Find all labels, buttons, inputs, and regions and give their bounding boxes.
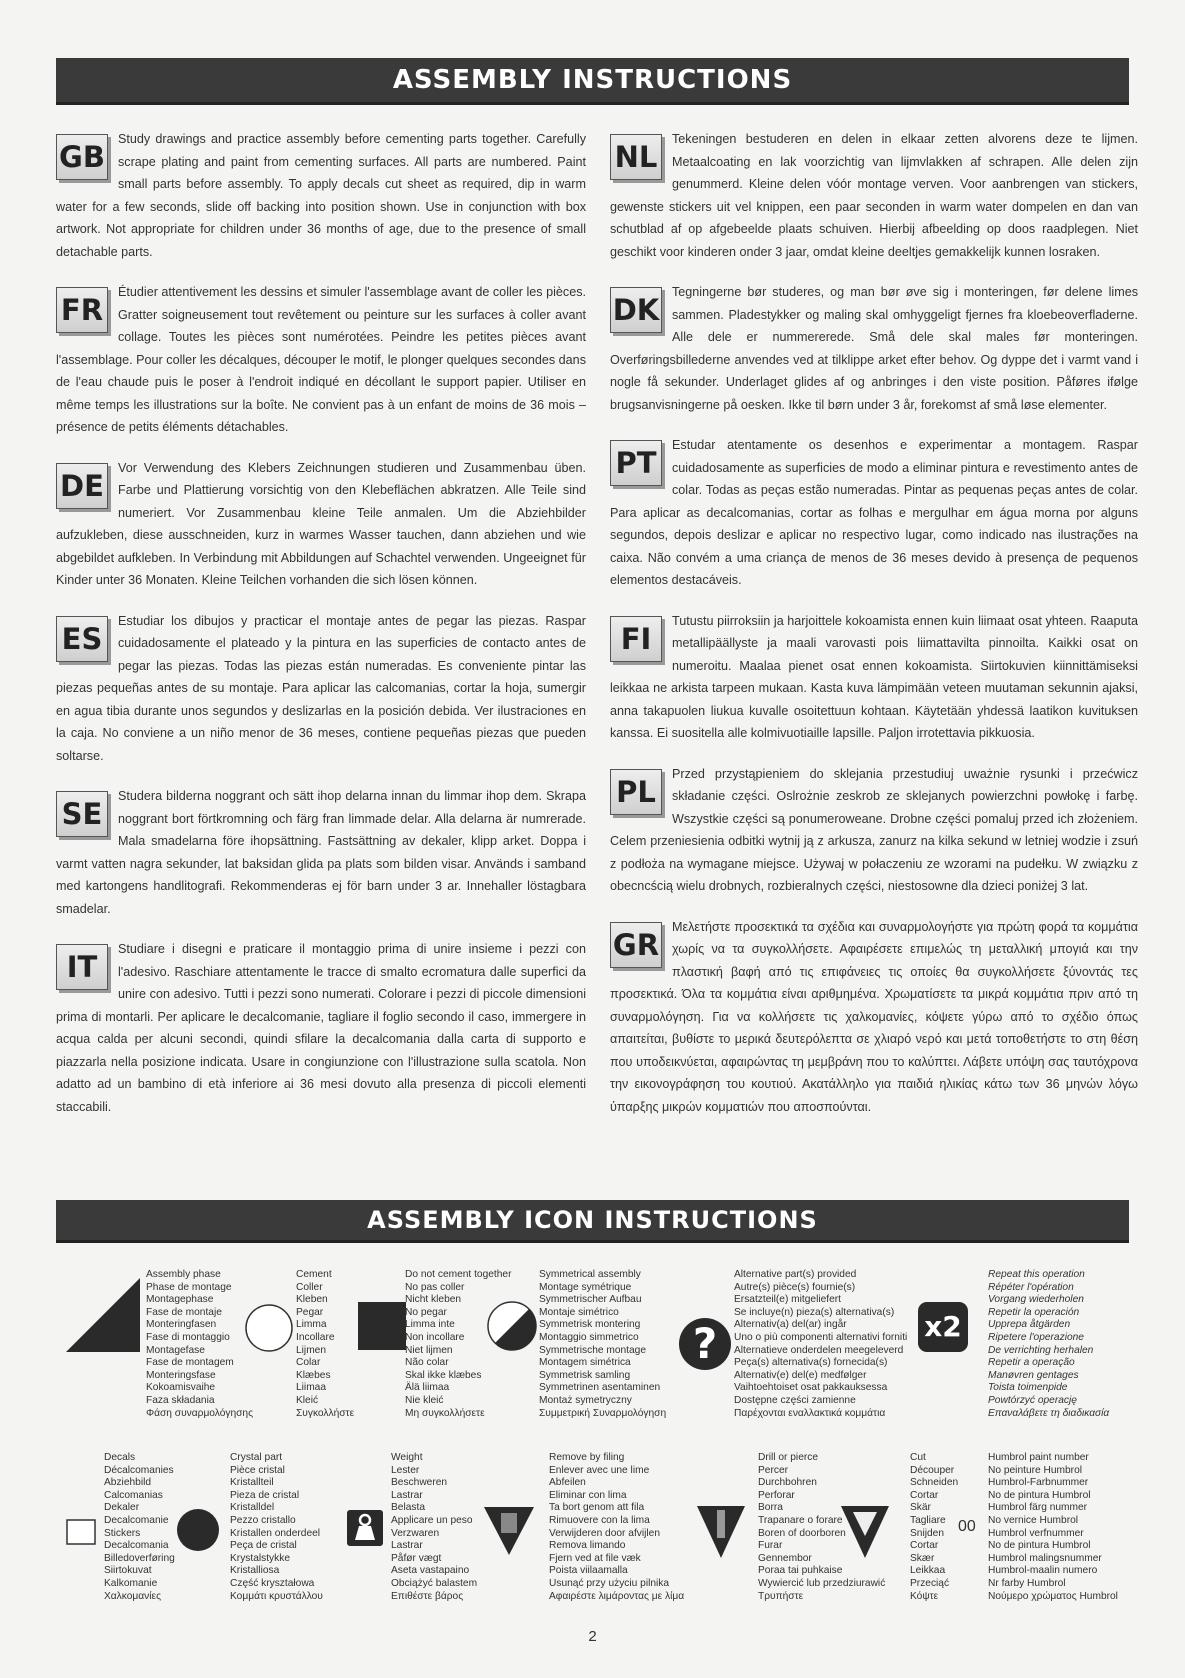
section-se xyxy=(56,785,586,920)
legend-line: Kristalliosa xyxy=(230,1565,280,1577)
filing-icon xyxy=(484,1507,534,1555)
section-text: Studera bilderna noggrant och sätt ihop delarna innan du limmar ihop dem. Skrapa noggrant bort förtkromning och färg fran limmade delar. Alla delarna är numrerade. Mala smadelarna före ihopsättning. Fastsättning av dekaler, klipp arket. Doppa i varmt vatten nagra sekunder, lat baksidan glida pa plats som bilden visar. Används i samband med kartongens handlitografi. Rekommenderas ej för barn under 3 ar. Innehaller löstagbara smadelar. xyxy=(56,789,586,916)
legend-line: Kleić xyxy=(296,1394,319,1406)
legend-line: Alternatieve onderdelen meegeleverd xyxy=(734,1344,904,1356)
legend-line: Découper xyxy=(910,1464,955,1476)
legend-crystal xyxy=(230,1452,323,1603)
legend-line: Repeat this operation xyxy=(988,1269,1085,1280)
legend-line: Decals xyxy=(104,1452,136,1463)
section-text: Tutustu piirroksiin ja harjoittele kokoamista ennen kuin liimaat osat yhteen. Raaputa metallipäällyste ja maali varovasti pois liimattavilta pinnoilta. Kaikki osat on numeroitu. Maalaa pienet osat ennen kokoamista. Siirtokuvien kiinnittämiseksi leikkaa ne arkista tarpeen mukaan. Kasta kuva lämpimään veteen muutaman sekunnin ajaksi, anna takapuolen liukua kuvalle osoitettuun kohtaan. Käytetään yhdessä laatikon kuvituksen kanssa. Ei suositella alle kolmivuotiaille lapsille. Paljon irrotettavia pikkuosia. xyxy=(610,613,1138,740)
legend-line: Kokoamisvaihe xyxy=(146,1382,216,1394)
legend-line: Vaihtoehtoiset osat pakkauksessa xyxy=(734,1382,888,1394)
legend-line: Beschweren xyxy=(391,1477,448,1489)
legend-line: Wywiercić lub przedziurawić xyxy=(758,1577,886,1589)
legend-line: Montaż symetryczny xyxy=(539,1394,632,1406)
section-text: Study drawings and practice assembly before cementing parts together. Carefully scrape plating and paint from cementing surfaces. All parts are numbered. Paint small parts before assembly. To apply decals cut sheet as required, dip in warm water for a few seconds, slide off backing into position shown. Use in conjunction with box artwork. Not appropriate for children under 36 months of age, due to the presence of small detachable parts. xyxy=(56,132,586,259)
legend-line: Pieza de cristal xyxy=(230,1489,300,1501)
legend-line: Επιθέστε βάρος xyxy=(391,1590,464,1602)
legend-line: Verzwaren xyxy=(391,1527,440,1539)
language-code-badge: DE xyxy=(56,463,108,509)
language-code-badge: ES xyxy=(56,616,108,662)
language-code-badge: SE xyxy=(56,791,108,837)
legend-line: Humbrol färg nummer xyxy=(988,1502,1088,1514)
legend-line: Weight xyxy=(391,1452,423,1463)
legend-line: Limma xyxy=(296,1319,327,1331)
assembly-phase-icon xyxy=(66,1278,140,1352)
legend-line: Répéter l'opération xyxy=(988,1281,1074,1293)
section-it xyxy=(56,938,586,1118)
legend-line: Verwijderen door afvijlen xyxy=(549,1527,660,1539)
legend-line: Upprepa åtgärden xyxy=(988,1319,1071,1331)
legend-line: Fase di montaggio xyxy=(146,1331,230,1343)
legend-line: Humbrol malingsnummer xyxy=(988,1552,1102,1564)
legend-line: Klæbes xyxy=(296,1369,331,1381)
legend-line: Humbrol-Farbnummer xyxy=(988,1477,1089,1489)
section-dk xyxy=(610,281,1138,416)
legend-line: Rimuovere con la lima xyxy=(549,1514,650,1526)
legend-line: Fase de montaje xyxy=(146,1306,222,1318)
legend-line: Krystalstykke xyxy=(230,1552,291,1564)
legend-line: Não colar xyxy=(405,1357,449,1369)
repeat-x2-badge: x2 xyxy=(918,1302,968,1352)
legend-line: Symmetrische montage xyxy=(539,1344,647,1356)
legend-line: Nie kleić xyxy=(405,1394,444,1406)
legend-line: Montagephase xyxy=(146,1294,214,1306)
legend-line: Pièce cristal xyxy=(230,1464,285,1476)
legend-weight xyxy=(391,1452,477,1603)
legend-drill xyxy=(758,1452,885,1603)
legend-line: Limma inte xyxy=(405,1319,455,1331)
legend-line: Poraa tai puhkaise xyxy=(758,1565,843,1577)
legend-line: Peça de cristal xyxy=(230,1540,297,1552)
legend-line: Ersatzteil(e) mitgeliefert xyxy=(734,1294,841,1306)
legend-symmetrical xyxy=(539,1269,666,1420)
legend-line: Kalkomanie xyxy=(104,1577,158,1589)
legend-line: Kleben xyxy=(296,1294,328,1306)
legend-line: Assembly phase xyxy=(146,1269,221,1280)
section-text: Tekeningen bestuderen en delen in elkaar zetten alvorens deze te lijmen. Metaalcoating en lak voorzichtig van lijmvlakken af schrapen. Alle delen zijn genummerd. Kleine delen vóór montage verven. Voor aanbrengen van stickers, gewenste stickers uit vel knippen, een paar seconden in warm water dompelen en dan van schutblad af op afgebeelde plaats schuiven. Hierbij afbeelding op doos raadplegen. Niet geschikt voor kinderen onder 3 jaar, omdat kleine deeltjes gemakkelijk kunnen losraken. xyxy=(610,132,1138,259)
legend-line: Humbrol-maalin numero xyxy=(988,1565,1098,1577)
legend-line: Toista toimenpide xyxy=(988,1382,1068,1394)
section-text: Estudiar los dibujos y practicar el montaje antes de pegar las piezas. Raspar cuidadosamente el plateado y la pintura en las superficies de contacto antes de pegar las piezas. Todas las piezas están numeradas. Es conveniente pintar las piezas pequeñas antes de su montaje. Para aplicar las calcomanias, cortar la hoja, sumergir en agua tibia durante unos segundos y deslizarlas en la posición debida. Ver ilustraciones en la caja. No conviene a un niño menor de 36 meses, contiene pequeñas piezas que pueden soltarse. xyxy=(56,613,586,763)
section-text: Μελετήστε προσεκτικά τα σχέδια και συναρμολογήστε για πρώτη φορά τα κομμάτια χωρίς να τα συγκολλήσετε. Αφαιρέσετε επιμελώς τη μεταλλική μπογιά και την πλαστική βαφή από τις επιφάνειες τις οποίες θα συγκολλήσετε ξύνοντάς τες προσεκτικά. Όλα τα κομμάτια είναι αριθμημένα. Χρωματίσετε τα μικρά κομμάτια πριν από τη συναρμολόγηση. Για να κολλήσετε τις χαλκομανίες, κόψετε γύρω από το σχέδιο όπως απαιτείται, βυθίστε το μερικά δευτερόλεπτα σε χλιαρό νερό και μετά τοποθετήστε το στη θέση που υποδεικνύεται, αφαιρώντας τη μεμβράνη που το καλύπτει. Λάβετε υπόψη σας ταυτόχρονα την εικονογράφηση του κουτιού. Ακατάλληλο για παιδιά ηλικίας κάτω των 36 μηνών λόγω ύπαρξης μικρών κομματιών που αποσπούνται. xyxy=(610,919,1138,1114)
legend-line: Monteringfasen xyxy=(146,1319,217,1331)
legend-line: Monteringsfase xyxy=(146,1369,216,1381)
legend-line: No de pintura Humbrol xyxy=(988,1540,1091,1552)
section-text: Vor Verwendung des Klebers Zeichnungen studieren und Zusammenbau üben. Farbe und Plattierung vorsichtig von den Klebeflächen abkratzen. Alle Teile sind numeriert. Vor Zusammenbau kleine Teile anmalen. Um die Abziehbilder aufzukleben, diese ausschneiden, kurz in warmes Wasser tauchen, dann abziehen und wie abgebildet aufkleben. In Verbindung mit Abbildungen auf Schachtel verwenden. Ungeeignet für Kinder unter 36 Monaten. Kleine Teilchen vorhanden die sich lösen können. xyxy=(56,460,586,587)
legend-do-not-cement xyxy=(405,1269,511,1420)
legend-line: Niet lijmen xyxy=(405,1344,453,1356)
legend-filing xyxy=(549,1452,684,1603)
legend-line: Perforar xyxy=(758,1489,795,1501)
legend-line: Trapanare o forare xyxy=(758,1514,843,1526)
legend-line: Vorgang wiederholen xyxy=(988,1294,1084,1306)
legend-line: Repetir la operación xyxy=(988,1306,1080,1318)
legend-line: Faza składania xyxy=(146,1394,215,1406)
section-pl xyxy=(610,763,1138,898)
legend-line: Alternative part(s) provided xyxy=(734,1269,857,1280)
legend-humbrol xyxy=(988,1452,1118,1603)
legend-line: Powtórzyć operację xyxy=(988,1394,1077,1406)
legend-line: Skal ikke klæbes xyxy=(405,1369,482,1381)
section-text: Tegningerne bør studeres, og man bør øve sig i monteringen, før delene limes sammen. Pladestykker og maling skal omhyggeligt fjernes fra kloebeoverfladerne. Alle dele er nummererede. Små dele skal males før monteringen. Overføringsbillederne anvendes ved at tilklippe arket efter behov. Og dyppe det i varmt vand i nogle få sekunder. Underlaget glides af og anbringes i den viste position. Påføres ifølge brugsanvisningerne på oesken. Ikke til børn under 3 år, forekomst af små løse elementer. xyxy=(610,285,1138,412)
legend-line: Manøvren gentages xyxy=(988,1369,1079,1381)
legend-line: Nicht kleben xyxy=(405,1294,462,1306)
section-fi xyxy=(610,610,1138,745)
legend-line: Αφαιρέστε λιμάροντας με λίμα xyxy=(549,1590,685,1602)
legend-line: Furar xyxy=(758,1540,783,1552)
legend-line: Χαλκομανίες xyxy=(104,1590,161,1602)
language-code-badge: GB xyxy=(56,134,108,180)
legend-line: Συμμετρική Συναρμολόγηση xyxy=(539,1407,667,1419)
legend-line: Pegar xyxy=(296,1306,324,1318)
legend-line: Incollare xyxy=(296,1331,335,1343)
legend-line: Επαναλάβετε τη διαδικασία xyxy=(988,1407,1110,1419)
legend-line: Symmetrischer Aufbau xyxy=(539,1294,642,1306)
section-text: Étudier attentivement les dessins et simuler l'assemblage avant de coller les pièces. Gratter soigneusement tout revêtement ou peinture sur les surfaces à coller avant collage. Toutes les pièces sont numérotées. Peindre les petites pièces avant l'assemblage. Pour coller les décalques, découper le motif, le plonger quelques secondes dans de l'eau chaude puis le poser à l'endroit indiqué en décollant le support papier. Utiliser en même temps les illustrations sur la boîte. Ne convient pas à un enfant de moins de 36 mois – présence de petits éléments détachables. xyxy=(56,285,586,434)
legend-line: No peinture Humbrol xyxy=(988,1464,1082,1476)
section-gr xyxy=(610,916,1138,1119)
legend-cut xyxy=(910,1452,958,1603)
legend-line: Usunąć przy użyciu pilnika xyxy=(549,1577,670,1589)
legend-line: Cortar xyxy=(910,1489,939,1501)
legend-line: Montagem simétrica xyxy=(539,1357,631,1369)
legend-line: Siirtokuvat xyxy=(104,1565,152,1577)
legend-line: Påfør vægt xyxy=(391,1552,442,1564)
legend-line: Μη συγκολλήσετε xyxy=(405,1407,485,1419)
legend-line: Nr farby Humbrol xyxy=(988,1577,1066,1589)
legend-line: Decalcomanie xyxy=(104,1514,169,1526)
legend-line: Gennembor xyxy=(758,1552,812,1564)
decals-icon xyxy=(66,1519,96,1545)
legend-line: Uno o più componenti alternativi forniti xyxy=(734,1331,908,1343)
crystal-part-icon xyxy=(176,1508,220,1552)
legend-line: Kristallteil xyxy=(230,1477,274,1489)
legend-line: Cortar xyxy=(910,1540,939,1552)
legend-line: Montaggio simmetrico xyxy=(539,1331,639,1343)
legend-line: Montage symétrique xyxy=(539,1281,632,1293)
question-badge: ? xyxy=(679,1318,731,1370)
legend-line: Percer xyxy=(758,1464,789,1476)
legend-line: Calcomanias xyxy=(104,1489,163,1501)
legend-line: No pas coller xyxy=(405,1281,465,1293)
humbrol-paint-code: 00 xyxy=(958,1518,976,1535)
legend-line: Humbrol paint number xyxy=(988,1452,1089,1463)
legend-line: Durchbohren xyxy=(758,1477,817,1489)
section-gb xyxy=(56,128,586,263)
legend-line: Aseta vastapaino xyxy=(391,1565,470,1577)
legend-line: Non incollare xyxy=(405,1331,465,1343)
legend-line: Νούμερο χρώματος Humbrol xyxy=(988,1590,1118,1602)
legend-line: Cut xyxy=(910,1452,926,1463)
legend-line: Decalcomania xyxy=(104,1540,169,1552)
legend-line: Abziehbild xyxy=(104,1477,152,1489)
legend-decals xyxy=(104,1452,175,1603)
legend-line: Cement xyxy=(296,1269,332,1280)
legend-line: Pezzo cristallo xyxy=(230,1514,296,1526)
legend-line: De verrichting herhalen xyxy=(988,1344,1094,1356)
language-code-badge: FI xyxy=(610,616,662,662)
legend-line: Lastrar xyxy=(391,1489,423,1501)
legend-cement xyxy=(296,1269,354,1420)
legend-line: Remove by filing xyxy=(549,1452,625,1463)
language-code-badge: GR xyxy=(610,922,662,968)
legend-line: Lastrar xyxy=(391,1540,423,1552)
legend-line: Applicare un peso xyxy=(391,1514,473,1526)
legend-line: Phase de montage xyxy=(146,1281,232,1293)
legend-line: Älä liimaa xyxy=(405,1382,450,1394)
legend-alternative xyxy=(734,1269,907,1420)
legend-line: Κομμάτι κρυστάλλου xyxy=(230,1590,323,1602)
legend-line: Κόψτε xyxy=(910,1590,939,1602)
legend-line: Alternativ(e) del(e) medfølger xyxy=(734,1369,867,1381)
legend-line: Lester xyxy=(391,1464,420,1476)
legend-line: Liimaa xyxy=(296,1382,327,1394)
legend-line: Peça(s) alternativa(s) fornecida(s) xyxy=(734,1357,888,1369)
legend-line: Ripetere l'operazione xyxy=(988,1331,1084,1343)
legend-line: Drill or pierce xyxy=(758,1452,819,1463)
legend-line: Autre(s) pièce(s) fournie(s) xyxy=(734,1281,856,1293)
legend-line: Billedoverføring xyxy=(104,1552,175,1564)
language-code-badge: PL xyxy=(610,769,662,815)
legend-line: Enlever avec une lime xyxy=(549,1464,650,1476)
legend-line: Schneiden xyxy=(910,1477,959,1489)
legend-line: Kristalldel xyxy=(230,1502,275,1514)
do-not-cement-icon xyxy=(358,1302,406,1350)
legend-line: Crystal part xyxy=(230,1452,283,1463)
legend-line: Fjern ved at file væk xyxy=(549,1552,641,1564)
legend-line: Συγκολλήστε xyxy=(296,1407,355,1419)
section-de xyxy=(56,457,586,592)
legend-line: Eliminar con lima xyxy=(549,1489,627,1501)
legend-line: Leikkaa xyxy=(910,1565,946,1577)
legend-line: Skär xyxy=(910,1502,931,1514)
legend-line: Repetir a operação xyxy=(988,1357,1075,1369)
legend-line: Snijden xyxy=(910,1527,944,1539)
section-es xyxy=(56,610,586,768)
legend-line: Symmetrisk montering xyxy=(539,1319,641,1331)
legend-line: Część kryształowa xyxy=(230,1577,315,1589)
left-column xyxy=(56,128,586,1136)
legend-line: Boren of doorboren xyxy=(758,1527,846,1539)
assembly-icon-banner: ASSEMBLY ICON INSTRUCTIONS xyxy=(56,1200,1129,1243)
legend-line: Kristallen onderdeel xyxy=(230,1527,321,1539)
assembly-instructions-banner: ASSEMBLY INSTRUCTIONS xyxy=(56,58,1129,105)
legend-line: Lijmen xyxy=(296,1344,327,1356)
legend-line: Colar xyxy=(296,1357,321,1369)
legend-line: Montaje simétrico xyxy=(539,1306,619,1318)
legend-line: Φάση συναρμολόγησης xyxy=(146,1407,254,1419)
section-nl xyxy=(610,128,1138,263)
legend-line: Poista viilaamalla xyxy=(549,1565,628,1577)
legend-line: Belasta xyxy=(391,1502,425,1514)
legend-line: Skær xyxy=(910,1552,935,1564)
section-text: Przed przystąpieniem do sklejania przestudiuj uważnie rysunki i przećwicz składanie części. Oslrożnie zeskrob ze sklejanych powierzchni powłokę i farbę. Wszystkie części są ponumeroweane. Drobne części pomaluj przed ich złożeniem. Celem przeniesienia odbitki wytnij ją z arkusza, zanurz na kilka sekund w letniej wodzie i zsuń z podłoża na wymagane miejsce. Używaj w połaczeniu ze wzorami na pudełku. W związku z obecncścią wielu drobnych, rozbieralnych części, niestosowne dla dzieci poniżej 3 lat. xyxy=(610,766,1138,893)
legend-repeat xyxy=(988,1269,1109,1420)
legend-line: Do not cement together xyxy=(405,1269,512,1280)
legend-line: Dekaler xyxy=(104,1502,140,1514)
legend-line: Humbrol verfnummer xyxy=(988,1527,1084,1539)
language-code-badge: FR xyxy=(56,287,108,333)
section-text: Studiare i disegni e praticare il montaggio prima di unire insieme i pezzi con l'adesivo. Raschiare attentamente le tracce di smalto ecromatura dalle superfici da unire con adesivo. Tutti i pezzi sono numerati. Colorare i pezzi di piccole dimensioni prima di montarli. Per aplicare le decalcomanie, tagliare il foglio secondo il caso, immergere in acqua calda per alcuni secondi, quindi sfilare la decalcomania dalla carta di supporto e piazzarla nella posizione indicata. Usare in congiunzione con l'illustrazione sulla scatola. Non adatto ad un bambino di età inferiore ai 36 mesi dovuto alla presenza di piccoli elementi staccabili. xyxy=(56,942,586,1114)
legend-line: Se incluye(n) pieza(s) alternativa(s) xyxy=(734,1306,895,1318)
language-code-badge: DK xyxy=(610,287,662,333)
legend-line: Symmetrisk samling xyxy=(539,1369,631,1381)
legend-line: Coller xyxy=(296,1281,323,1293)
legend-line: Symmetrical assembly xyxy=(539,1269,641,1280)
legend-line: Montagefase xyxy=(146,1344,205,1356)
section-pt xyxy=(610,434,1138,592)
legend-line: Ta bort genom att fila xyxy=(549,1502,645,1514)
page-number: 2 xyxy=(588,1628,597,1645)
legend-line: Παρέχονται εναλλακτικά κομμάτια xyxy=(734,1407,886,1419)
right-column xyxy=(610,128,1138,1136)
section-text: Estudar atentamente os desenhos e experimentar a montagem. Raspar cuidadosamente as superficies de modo a eliminar pintura e revestimento antes de colar. Todas as peças estão numeradas. Pintar as pequenas peças antes de colar. Para aplicar as decalcomanias, cortar as folhas e mergulhar em água morna por alguns segundos, depois deslizar e aplicar no respectivo lugar, como indicado nas ilustrações na caixa. Não convém a uma criança de menos de 36 meses devido à presença de pequenos elementos destacáveis. xyxy=(610,438,1138,587)
legend-assembly-phase xyxy=(146,1269,253,1420)
legend-line: Stickers xyxy=(104,1527,141,1539)
legend-line: Τρυπήστε xyxy=(758,1590,804,1602)
legend-line: Symmetrinen asentaminen xyxy=(539,1382,661,1394)
weight-icon xyxy=(346,1509,384,1547)
drill-icon xyxy=(697,1506,745,1558)
legend-line: Przeciąć xyxy=(910,1577,950,1589)
legend-line: No vernice Humbrol xyxy=(988,1514,1079,1526)
legend-line: Dostępne części zamienne xyxy=(734,1394,856,1406)
legend-line: Obciążyć balastem xyxy=(391,1577,478,1589)
legend-line: No pegar xyxy=(405,1306,447,1318)
legend-line: Remova limando xyxy=(549,1540,626,1552)
legend-line: Alternativ(a) del(ar) ingår xyxy=(734,1319,847,1331)
language-code-badge: PT xyxy=(610,440,662,486)
legend-line: No de pintura Humbrol xyxy=(988,1489,1091,1501)
legend-line: Tagliare xyxy=(910,1514,946,1526)
legend-line: Borra xyxy=(758,1502,783,1514)
language-code-badge: NL xyxy=(610,134,662,180)
section-fr xyxy=(56,281,586,439)
legend-line: Abfeilen xyxy=(549,1477,586,1489)
legend-line: Décalcomanies xyxy=(104,1464,174,1476)
legend-line: Fase de montagem xyxy=(146,1357,234,1369)
language-code-badge: IT xyxy=(56,944,108,990)
